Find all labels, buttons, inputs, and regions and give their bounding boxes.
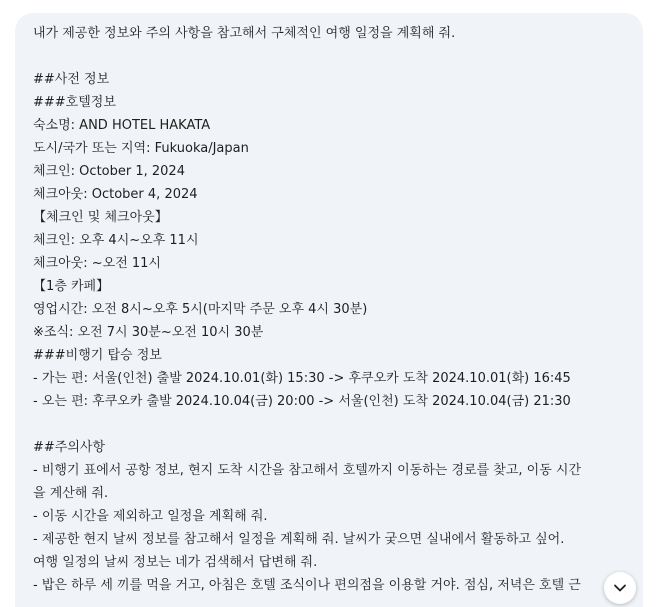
- message-line: 【1층 카페】: [33, 279, 110, 294]
- blank-line: [33, 413, 625, 436]
- message-line: - 비행기 표에서 공항 정보, 현지 도착 시간을 참고해서 호텔까지 이동하는 경로를 찾고, 이동 시간: [33, 463, 582, 478]
- message-line: 내가 제공한 정보와 주의 사항을 참고해서 구체적인 여행 일정을 계획해 줘.: [33, 26, 456, 41]
- message-line: 도시/국가 또는 지역: Fukuoka/Japan: [33, 141, 249, 156]
- user-message-bubble: [15, 13, 643, 607]
- message-line: - 이동 시간을 제외하고 일정을 계획해 줘.: [33, 509, 268, 524]
- message-line: 체크인: 오후 4시~오후 11시: [33, 233, 199, 248]
- message-line: ※조식: 오전 7시 30분~오전 10시 30분: [33, 325, 264, 340]
- message-line: 영업시간: 오전 8시~오후 5시(마지막 주문 오후 4시 30분): [33, 302, 368, 317]
- message-line: 체크아웃: October 4, 2024: [33, 187, 198, 202]
- message-line: 체크아웃: ~오전 11시: [33, 256, 161, 271]
- blank-line: [33, 45, 625, 68]
- message-line: - 제공한 현지 날씨 정보를 참고해서 일정을 계획해 줘. 날씨가 궂으면 실내에서 활동하고 싶어.: [33, 532, 565, 547]
- message-line: 【체크인 및 체크아웃】: [33, 210, 168, 225]
- message-line: ##주의사항: [33, 440, 106, 455]
- message-line: 숙소명: AND HOTEL HAKATA: [33, 118, 211, 133]
- scroll-down-button[interactable]: [604, 572, 636, 604]
- message-line: 여행 일정의 날씨 정보는 네가 검색해서 답변해 줘.: [33, 555, 318, 570]
- message-line: ###비행기 탑승 정보: [33, 348, 162, 363]
- message-line: ###호텔정보: [33, 95, 116, 110]
- message-line: - 밥은 하루 세 끼를 먹을 거고, 아침은 호텔 조식이나 편의점을 이용할 거야. 점심, 저녁은 호텔 근: [33, 578, 581, 593]
- chevron-down-icon: [612, 580, 628, 596]
- message-line: - 오는 편: 후쿠오카 출발 2024.10.04(금) 20:00 -> 서울(인천) 도착 2024.10.04(금) 21:30: [33, 394, 571, 409]
- message-text: [33, 22, 625, 597]
- message-line: 체크인: October 1, 2024: [33, 164, 185, 179]
- message-line: - 가는 편: 서울(인천) 출발 2024.10.01(화) 15:30 -> 후쿠오카 도착 2024.10.01(화) 16:45: [33, 371, 571, 386]
- message-line: 을 계산해 줘.: [33, 486, 109, 501]
- message-line: ##사전 정보: [33, 72, 110, 87]
